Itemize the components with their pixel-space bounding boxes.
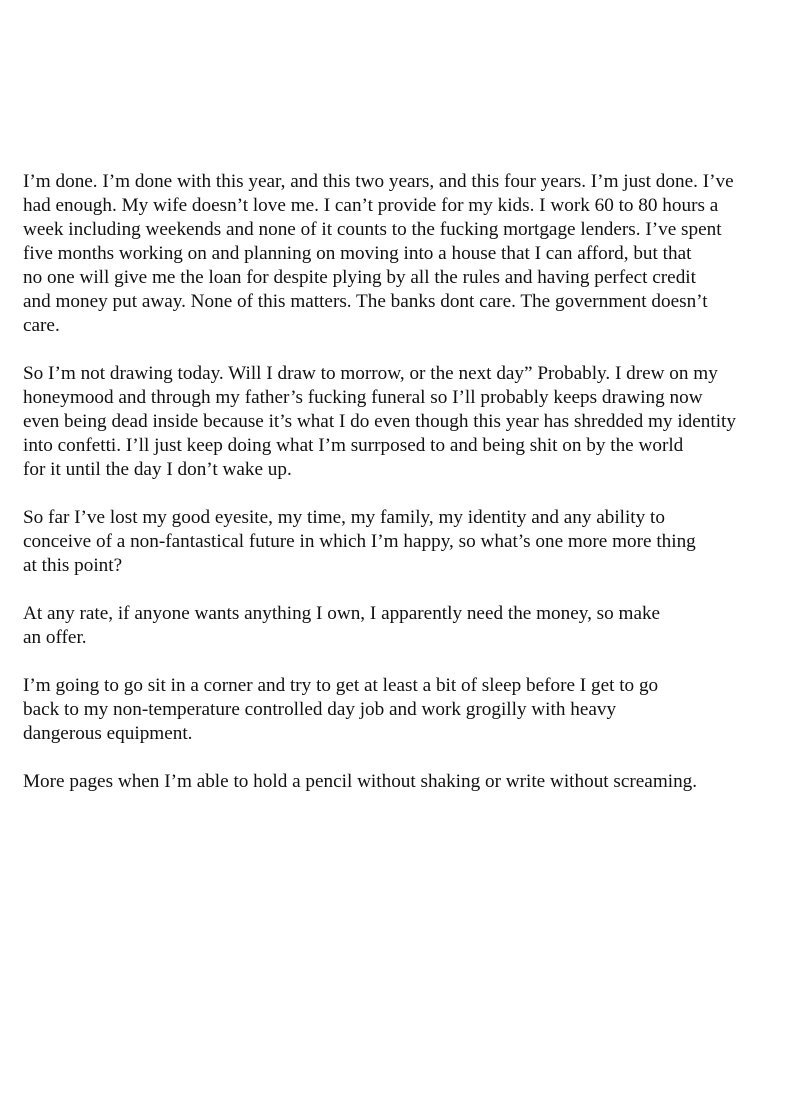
- paragraph-3: [23, 506, 793, 578]
- paragraph-1-line-5: no one will give me the loan for despite plying by all the rules and having perfect credit: [23, 267, 696, 288]
- paragraph-1-line-2: had enough. My wife doesn’t love me. I can’t provide for my kids. I work 60 to 80 hours a: [23, 195, 719, 216]
- paragraph-6: [23, 770, 793, 794]
- paragraph-1-line-1: I’m done. I’m done with this year, and this two years, and this four years. I’m just done. I’ve: [23, 171, 734, 192]
- paragraph-4: [23, 602, 793, 650]
- paragraph-6-line-1: More pages when I’m able to hold a pencil without shaking or write without screaming.: [23, 771, 698, 792]
- paragraph-2-line-1: So I’m not drawing today. Will I draw to morrow, or the next day” Probably. I drew on my: [23, 363, 718, 384]
- paragraph-1: [23, 170, 793, 338]
- paragraph-1-line-7: care.: [23, 315, 60, 336]
- paragraph-3-line-3: at this point?: [23, 555, 123, 576]
- paragraph-4-line-2: an offer.: [23, 627, 87, 648]
- paragraph-5-line-2: back to my non-temperature controlled day job and work grogilly with heavy: [23, 699, 617, 720]
- paragraph-1-line-3: week including weekends and none of it counts to the fucking mortgage lenders. I’ve spent: [23, 219, 722, 240]
- paragraph-2-line-2: honeymood and through my father’s fucking funeral so I’ll probably keeps drawing now: [23, 387, 703, 408]
- paragraph-3-line-2: conceive of a non-fantastical future in which I’m happy, so what’s one more more thing: [23, 531, 696, 552]
- paragraph-1-line-4: five months working on and planning on moving into a house that I can afford, but that: [23, 243, 692, 264]
- document-body: [23, 170, 793, 818]
- paragraph-3-line-1: So far I’ve lost my good eyesite, my time, my family, my identity and any ability to: [23, 507, 665, 528]
- paragraph-2-line-5: for it until the day I don’t wake up.: [23, 459, 292, 480]
- paragraph-5-line-3: dangerous equipment.: [23, 723, 193, 744]
- paragraph-2: [23, 362, 793, 482]
- paragraph-5: [23, 674, 793, 746]
- paragraph-5-line-1: I’m going to go sit in a corner and try to get at least a bit of sleep before I get to go: [23, 675, 659, 696]
- paragraph-1-line-6: and money put away. None of this matters. The banks dont care. The government doesn’t: [23, 291, 708, 312]
- paragraph-2-line-3: even being dead inside because it’s what I do even though this year has shredded my identity: [23, 411, 736, 432]
- paragraph-4-line-1: At any rate, if anyone wants anything I own, I apparently need the money, so make: [23, 603, 661, 624]
- paragraph-2-line-4: into confetti. I’ll just keep doing what I’m surrposed to and being shit on by the world: [23, 435, 684, 456]
